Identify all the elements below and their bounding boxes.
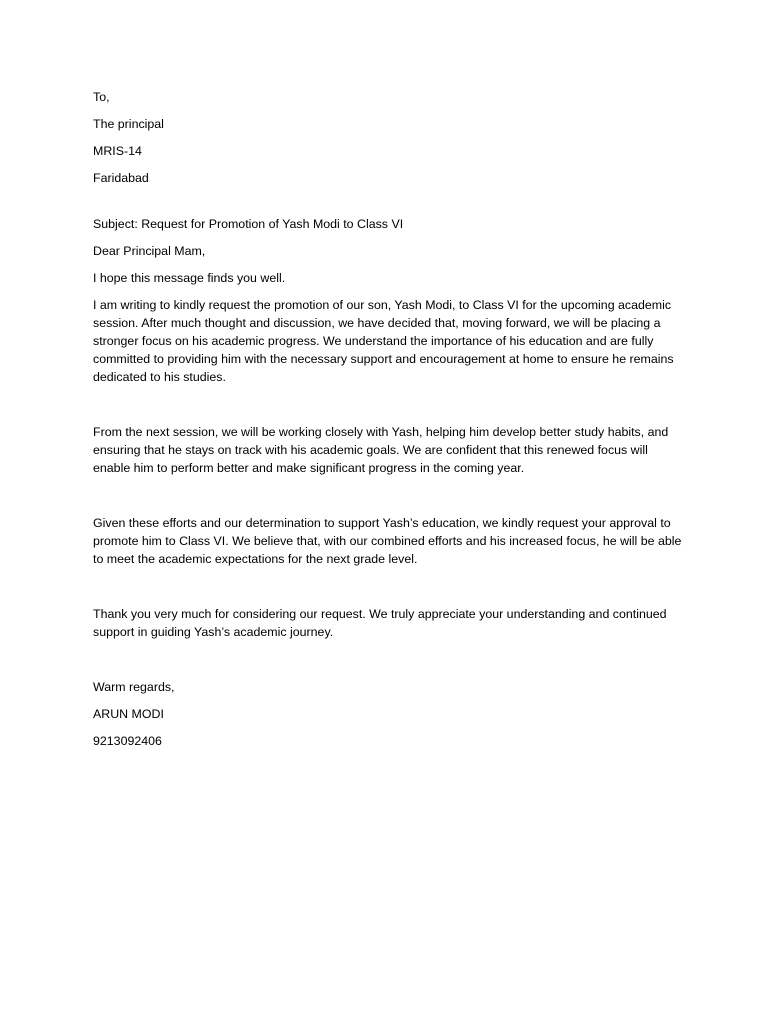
- paragraph-plan: From the next session, we will be working closely with Yash, helping him develop better study habits, and ensuring that he stays on track with his academic goals. We are confident that this renewed focus will enable him to perform better and make significant progress in the coming year.: [93, 425, 669, 475]
- opening-line: I hope this message finds you well.: [93, 271, 286, 285]
- paragraph-approval: Given these efforts and our determination to support Yash’s education, we kindly request your approval to promote him to Class VI. We believe that, with our combined efforts and his increased focus, he will be able to meet the academic expectations for the next grade level.: [93, 516, 682, 566]
- subject-line: Subject: Request for Promotion of Yash Modi to Class VI: [93, 217, 404, 231]
- school-name: MRIS-14: [93, 144, 142, 158]
- greeting: Dear Principal Mam,: [93, 244, 206, 258]
- sender-phone: 9213092406: [93, 734, 162, 748]
- closing: Warm regards,: [93, 680, 175, 694]
- recipient-title: The principal: [93, 117, 164, 131]
- paragraph-thanks: Thank you very much for considering our request. We truly appreciate your understanding and continued support in guiding Yash’s academic journey.: [93, 607, 667, 639]
- salutation-to: To,: [93, 90, 110, 104]
- sender-name: ARUN MODI: [93, 707, 164, 721]
- city-name: Faridabad: [93, 171, 149, 185]
- letter-body: [93, 88, 683, 750]
- paragraph-request: I am writing to kindly request the promotion of our son, Yash Modi, to Class VI for the upcoming academic session. After much thought and discussion, we have decided that, moving forward, we will be placing a stronger focus on his academic progress. We understand the importance of his education and are fully committed to providing him with the necessary support and encouragement at home to ensure he remains dedicated to his studies.: [93, 298, 674, 384]
